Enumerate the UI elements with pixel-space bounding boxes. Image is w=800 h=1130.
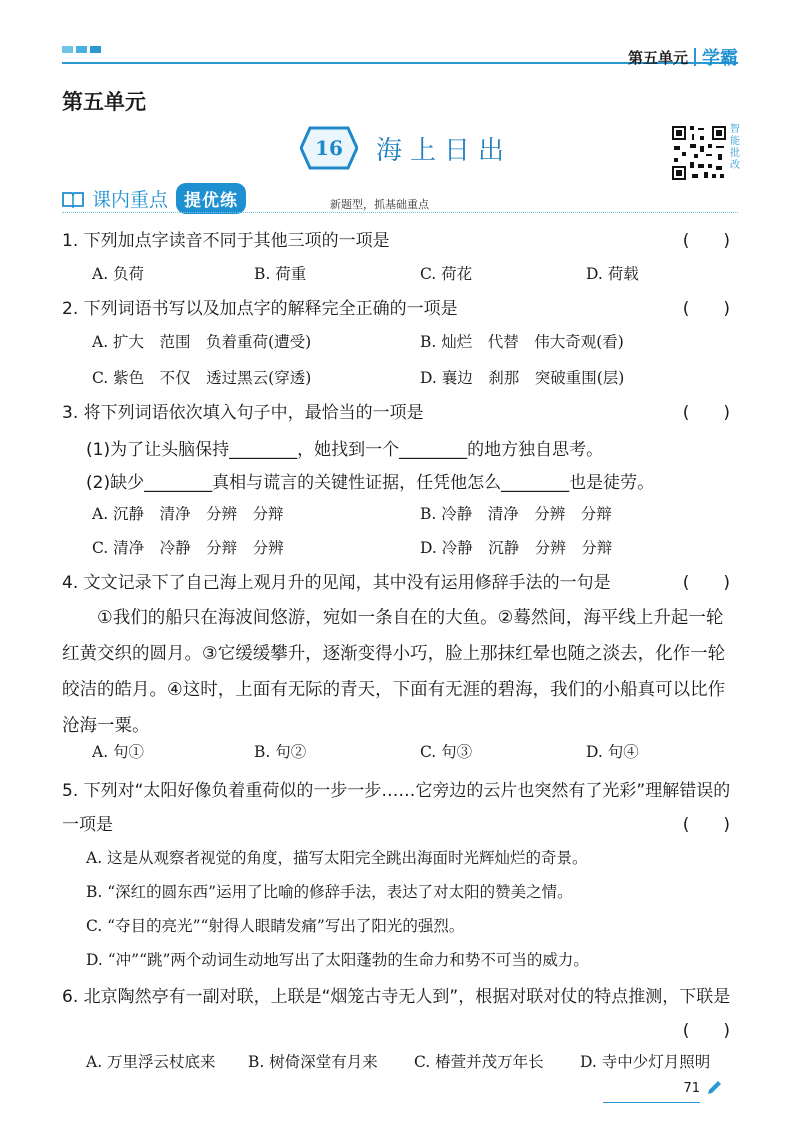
header-decoration <box>62 46 101 53</box>
question-3 <box>62 400 738 426</box>
lesson-title <box>300 126 512 170</box>
lesson-number-badge <box>300 126 358 170</box>
question-stem: 4. 文文记录下了自己海上观月升的见闻，其中没有运用修辞手法的一句是 <box>62 573 611 593</box>
question-2 <box>62 296 738 322</box>
lesson-name: 海上日出 <box>376 135 513 166</box>
question-6 <box>62 980 738 1041</box>
unit-title: 第五单元 <box>62 90 146 114</box>
option-a: A. 扩大 范围 负着重荷(遭受) <box>92 333 312 351</box>
section-title: 课内重点 <box>92 189 169 211</box>
answer-bracket[interactable]: ( ) <box>682 1021 730 1041</box>
option-a: A. 句① <box>92 743 145 761</box>
sentence-1: (1)为了让头脑保持________，她找到一个________的地方独自思考。 <box>86 440 604 460</box>
qr-code-icon[interactable] <box>670 124 728 182</box>
lesson-number: 16 <box>315 136 343 160</box>
answer-bracket[interactable]: ( ) <box>682 231 730 251</box>
option-c: C. 椿萱并茂万年长 <box>414 1053 544 1071</box>
answer-bracket[interactable]: ( ) <box>682 403 730 423</box>
footer-rule <box>603 1102 700 1103</box>
option-c: C. 句③ <box>420 743 473 761</box>
question-stem: 6. 北京陶然亭有一副对联，上联是“烟笼古寺无人到”，根据对联对仗的特点推测，下联是 <box>62 987 731 1007</box>
question-4 <box>62 570 738 596</box>
answer-bracket[interactable]: ( ) <box>682 573 730 593</box>
option-d: D. 荷载 <box>586 265 639 283</box>
section-badge: 提优练 <box>176 183 246 214</box>
option-a: A. 万里浮云杖底来 <box>86 1053 216 1071</box>
question-stem: 1. 下列加点字读音不同于其他三项的一项是 <box>62 231 390 251</box>
answer-bracket[interactable]: ( ) <box>682 299 730 319</box>
brand-logo: 学霸 <box>702 48 738 69</box>
option-b: B. 荷重 <box>254 265 307 283</box>
option-b: B. 灿烂 代替 伟大奇观(看) <box>420 333 624 351</box>
section-banner <box>62 183 246 214</box>
option-d: D. 襄边 刹那 突破重围(层) <box>420 369 625 387</box>
question-1 <box>62 228 738 254</box>
option-c: C. 紫色 不仅 透过黑云(穿透) <box>92 369 312 387</box>
option-c: C. 荷花 <box>420 265 473 283</box>
pencil-icon <box>706 1080 722 1096</box>
option-d: D. 句④ <box>586 743 639 761</box>
option-a: A. 负荷 <box>92 265 145 283</box>
question-5 <box>62 774 738 842</box>
page-footer <box>683 1080 722 1096</box>
question-stem: 5. 下列对“太阳好像负着重荷似的一步一步……它旁边的云片也突然有了光彩”理解错误的一项是 <box>62 781 731 835</box>
option-d: D. “冲”“跳”两个动词生动地写出了太阳蓬勃的生命力和势不可当的威力。 <box>86 951 589 969</box>
header-unit-tag <box>628 44 738 70</box>
header-unit-label: 第五单元 <box>627 48 688 67</box>
option-b: B. 树倚深堂有月来 <box>248 1053 378 1071</box>
option-a: A. 这是从观察者视觉的角度，描写太阳完全跳出海面时光辉灿烂的奇景。 <box>86 849 588 867</box>
option-c: C. “夺目的亮光”“射得人眼睛发痛”写出了阳光的强烈。 <box>86 917 465 935</box>
option-d: D. 冷静 沉静 分辨 分辩 <box>420 539 613 557</box>
option-a: A. 沉静 清净 分辨 分辩 <box>92 505 284 523</box>
option-b: B. 句② <box>254 743 307 761</box>
book-icon <box>62 190 84 208</box>
header-divider <box>694 48 696 66</box>
question-stem: 3. 将下列词语依次填入句子中，最恰当的一项是 <box>62 403 424 423</box>
section-note: 新题型，抓基础重点 <box>330 198 429 211</box>
passage: ①我们的船只在海波间悠游，宛如一条自在的大鱼。②蓦然间，海平线上升起一轮红黄交织的圆月。③它缓缓攀升，逐渐变得小巧，脸上那抹红晕也随之淡去，化作一轮皎洁的皓月。④这时，上面有无际的青天，下面有无涯的碧海，我们的小船真可以比作沧海一粟。 <box>62 608 726 736</box>
answer-bracket[interactable]: ( ) <box>682 815 730 835</box>
question-stem: 2. 下列词语书写以及加点字的解释完全正确的一项是 <box>62 299 458 319</box>
option-c: C. 清净 冷静 分辩 分辨 <box>92 539 284 557</box>
option-b: B. “深红的圆东西”运用了比喻的修辞手法，表达了对太阳的赞美之情。 <box>86 883 573 901</box>
section-rule <box>62 212 738 213</box>
qr-side-label: 智能批改 <box>730 124 740 171</box>
option-d: D. 寺中少灯月照明 <box>580 1053 711 1071</box>
page-number: 71 <box>683 1080 700 1096</box>
option-b: B. 冷静 清净 分辨 分辩 <box>420 505 612 523</box>
sentence-2: (2)缺少________真相与谎言的关键性证据，任凭他怎么________也是徒劳。 <box>86 473 655 493</box>
